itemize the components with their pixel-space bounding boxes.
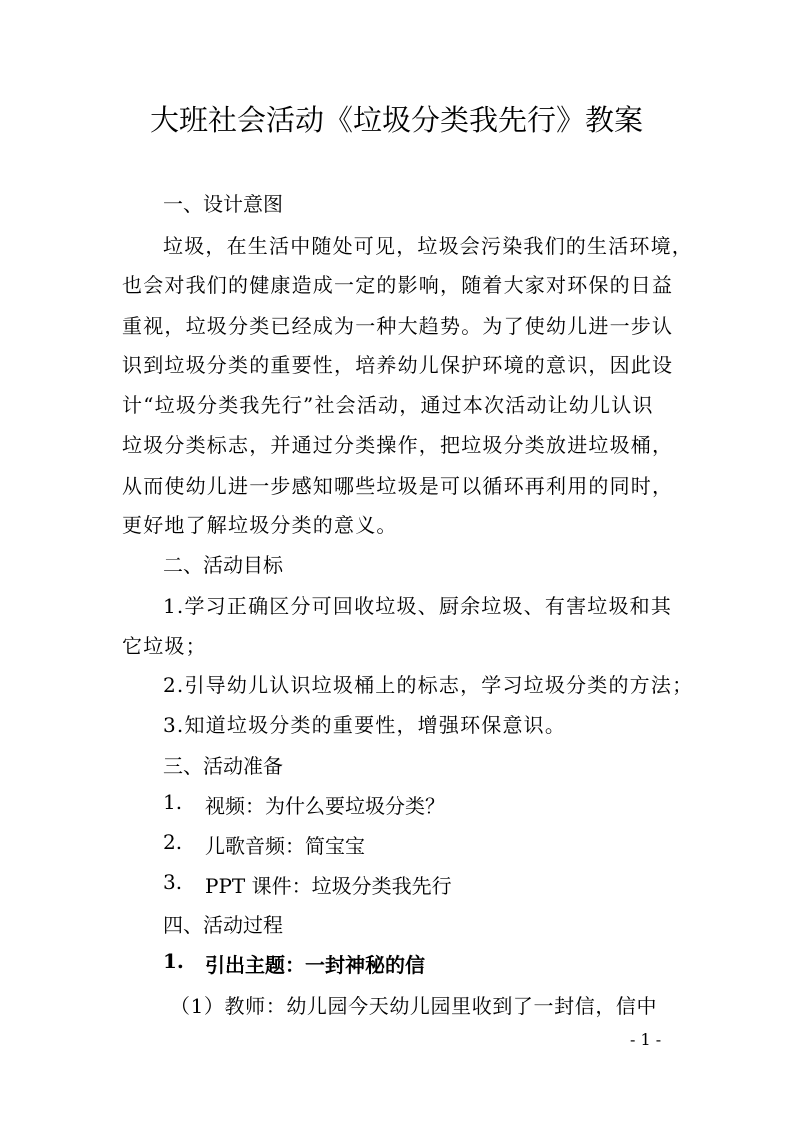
list-item-number: 2. [163,830,183,854]
paragraph-line: 也会对我们的健康造成一定的影响，随着大家对环保的日益 [122,273,674,297]
paragraph-line: 重视，垃圾分类已经成为一种大趋势。为了使幼儿进一步认 [122,314,674,338]
goal-line: 它垃圾； [122,634,207,658]
list-item-text: 儿歌音频：简宝宝 [205,834,365,858]
section-heading-process: 四、活动过程 [163,913,283,937]
list-item-number: 1. [163,790,183,814]
subsection-text: 引出主题：一封神秘的信 [205,953,425,977]
list-item-number: 3. [163,870,183,894]
section-heading-goals: 二、活动目标 [163,553,283,577]
goal-line: 2.引导幼儿认识垃圾桶上的标志，学习垃圾分类的方法； [163,673,694,697]
subsection-number: 1. [163,949,184,973]
section-heading-design-intent: 一、设计意图 [163,192,283,216]
paragraph-line: 更好地了解垃圾分类的意义。 [122,513,398,537]
paragraph-line: 垃圾分类标志，并通过分类操作，把垃圾分类放进垃圾桶， [122,433,674,457]
document-title: 大班社会活动《垃圾分类我先行》教案 [149,103,643,137]
paragraph-line: 识到垃圾分类的重要性，培养幼儿保护环境的意识，因此设 [122,353,674,377]
goal-line: 3.知道垃圾分类的重要性，增强环保意识。 [163,713,567,737]
goal-line: 1.学习正确区分可回收垃圾、厨余垃圾、有害垃圾和其 [163,594,673,618]
page-number: - 1 - [630,1030,662,1049]
list-item-text: PPT 课件：垃圾分类我先行 [205,874,452,898]
paragraph-line: （1）教师：幼儿园今天幼儿园里收到了一封信，信中 [170,994,658,1018]
list-item-text: 视频：为什么要垃圾分类？ [205,794,445,818]
paragraph-line: 从而使幼儿进一步感知哪些垃圾是可以循环再利用的同时， [122,474,674,498]
paragraph-line: 垃圾，在生活中随处可见，垃圾会污染我们的生活环境， [163,234,693,258]
paragraph-line: 计“垃圾分类我先行”社会活动，通过本次活动让幼儿认识 [122,393,654,417]
section-heading-preparation: 三、活动准备 [163,754,283,778]
